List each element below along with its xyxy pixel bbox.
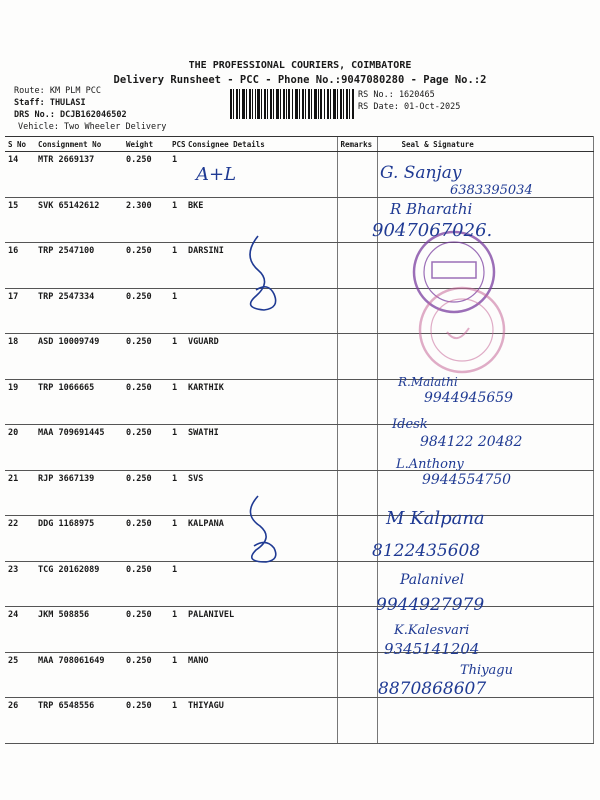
cell-weight: 0.250 xyxy=(123,561,169,607)
signature-row-14: G. Sanjay xyxy=(380,163,462,183)
cell-remarks xyxy=(337,652,377,698)
cell-sno: 26 xyxy=(5,698,35,744)
cell-consignment: SVK 65142612 xyxy=(35,197,123,243)
cell-weight: 2.300 xyxy=(123,197,169,243)
cell-signature xyxy=(377,425,593,471)
table-row xyxy=(5,607,593,653)
signature-row-25: K.Kalesvari xyxy=(394,623,470,638)
cell-signature xyxy=(377,652,593,698)
cell-pcs: 1 xyxy=(169,288,185,334)
cell-weight: 0.250 xyxy=(123,288,169,334)
cell-consignee: KARTHIK xyxy=(185,379,337,425)
cell-weight: 0.250 xyxy=(123,470,169,516)
cell-signature xyxy=(377,516,593,562)
barcode xyxy=(230,89,354,119)
cell-pcs: 1 xyxy=(169,470,185,516)
phone-row-15: 9047067026. xyxy=(372,220,493,241)
header-pcs: PCS xyxy=(169,137,185,152)
cell-remarks xyxy=(337,243,377,289)
cell-weight: 0.250 xyxy=(123,652,169,698)
cell-consignee xyxy=(185,561,337,607)
cell-signature xyxy=(377,561,593,607)
signature-row-19: R.Malathi xyxy=(398,375,458,389)
cell-remarks xyxy=(337,334,377,380)
cell-consignee xyxy=(185,152,337,198)
header-consignee: Consignee Details xyxy=(185,137,337,152)
phone-row-21: 9944554750 xyxy=(422,472,512,488)
cell-remarks xyxy=(337,152,377,198)
drs-number: DRS No.: DCJB162046502 xyxy=(14,110,127,120)
cell-consignee xyxy=(185,288,337,334)
table-row xyxy=(5,425,593,471)
cell-consignee: THIYAGU xyxy=(185,698,337,744)
table-row xyxy=(5,561,593,607)
cell-weight: 0.250 xyxy=(123,607,169,653)
cell-pcs: 1 xyxy=(169,561,185,607)
cell-consignee: SWATHI xyxy=(185,425,337,471)
cell-weight: 0.250 xyxy=(123,425,169,471)
cell-pcs: 1 xyxy=(169,516,185,562)
cell-signature xyxy=(377,243,593,289)
cell-consignee: MANO xyxy=(185,652,337,698)
cell-weight: 0.250 xyxy=(123,698,169,744)
table-row xyxy=(5,334,593,380)
header-signature: Seal & Signature xyxy=(377,137,593,152)
runsheet-subtitle: Delivery Runsheet - PCC - Phone No.:9047080280 - Page No.:2 xyxy=(113,74,487,86)
cell-remarks xyxy=(337,470,377,516)
cell-remarks xyxy=(337,288,377,334)
cell-weight: 0.250 xyxy=(123,243,169,289)
cell-remarks xyxy=(337,516,377,562)
cell-sno: 25 xyxy=(5,652,35,698)
cell-signature xyxy=(377,379,593,425)
cell-remarks xyxy=(337,698,377,744)
vehicle-label: Vehicle: Two Wheeler Delivery xyxy=(18,122,167,132)
signature-row-21: L.Anthony xyxy=(396,457,464,472)
phone-row-25: 9345141204 xyxy=(384,640,480,658)
cell-signature xyxy=(377,334,593,380)
table-row xyxy=(5,516,593,562)
cell-weight: 0.250 xyxy=(123,516,169,562)
signature-row-15: R Bharathi xyxy=(390,200,473,218)
cell-sno: 22 xyxy=(5,516,35,562)
phone-row-24: 9944927979 xyxy=(376,595,485,615)
cell-pcs: 1 xyxy=(169,698,185,744)
cell-pcs: 1 xyxy=(169,652,185,698)
cell-signature xyxy=(377,288,593,334)
signature-row-22: M Kalpana xyxy=(386,508,485,529)
rs-date: RS Date: 01-Oct-2025 xyxy=(358,102,461,112)
header-weight: Weight xyxy=(123,137,169,152)
cell-signature xyxy=(377,470,593,516)
cell-pcs: 1 xyxy=(169,334,185,380)
cell-consignment: TRP 2547334 xyxy=(35,288,123,334)
cell-remarks xyxy=(337,425,377,471)
signature-row-26: Thiyagu xyxy=(460,663,513,678)
cell-consignment: JKM 508856 xyxy=(35,607,123,653)
cell-sno: 19 xyxy=(5,379,35,425)
phone-row-26: 8870868607 xyxy=(378,679,487,699)
runsheet-table xyxy=(5,136,594,744)
cell-consignment: ASD 10009749 xyxy=(35,334,123,380)
cell-signature xyxy=(377,698,593,744)
cell-consignment: RJP 3667139 xyxy=(35,470,123,516)
route-label: Route: KM PLM PCC xyxy=(14,86,101,96)
cell-pcs: 1 xyxy=(169,607,185,653)
cell-sno: 16 xyxy=(5,243,35,289)
company-title: THE PROFESSIONAL COURIERS, COIMBATORE xyxy=(188,60,412,71)
cell-consignment: TRP 1066665 xyxy=(35,379,123,425)
cell-consignment: TRP 2547100 xyxy=(35,243,123,289)
cell-signature xyxy=(377,607,593,653)
cell-consignee: BKE xyxy=(185,197,337,243)
phone-row-19: 9944945659 xyxy=(424,390,514,406)
table-row xyxy=(5,288,593,334)
cell-sno: 20 xyxy=(5,425,35,471)
cell-consignee: SVS xyxy=(185,470,337,516)
cell-consignment: TRP 6548556 xyxy=(35,698,123,744)
cell-pcs: 1 xyxy=(169,197,185,243)
table-row xyxy=(5,197,593,243)
cell-weight: 0.250 xyxy=(123,379,169,425)
cell-remarks xyxy=(337,561,377,607)
table-row xyxy=(5,152,593,198)
cell-pcs: 1 xyxy=(169,379,185,425)
cell-signature xyxy=(377,197,593,243)
cell-consignment: TCG 20162089 xyxy=(35,561,123,607)
table-row xyxy=(5,652,593,698)
header-sno: S No xyxy=(5,137,35,152)
phone-row-20: 984122 20482 xyxy=(420,434,523,450)
cell-pcs: 1 xyxy=(169,152,185,198)
table-header-row xyxy=(5,137,593,152)
cell-remarks xyxy=(337,197,377,243)
cell-consignment: MTR 2669137 xyxy=(35,152,123,198)
cell-sno: 17 xyxy=(5,288,35,334)
staff-label: Staff: THULASI xyxy=(14,98,86,108)
cell-pcs: 1 xyxy=(169,243,185,289)
cell-pcs: 1 xyxy=(169,425,185,471)
header-remarks: Remarks xyxy=(337,137,377,152)
cell-consignee: PALANIVEL xyxy=(185,607,337,653)
cell-weight: 0.250 xyxy=(123,334,169,380)
cell-consignee: VGUARD xyxy=(185,334,337,380)
cell-consignment: DDG 1168975 xyxy=(35,516,123,562)
signature-row-24: Palanivel xyxy=(400,572,465,588)
cell-signature xyxy=(377,152,593,198)
cell-consignment: MAA 708061649 xyxy=(35,652,123,698)
table-row xyxy=(5,243,593,289)
cell-remarks xyxy=(337,379,377,425)
table-row xyxy=(5,379,593,425)
cell-remarks xyxy=(337,607,377,653)
cell-sno: 21 xyxy=(5,470,35,516)
cell-sno: 14 xyxy=(5,152,35,198)
atl-note: A+L xyxy=(196,164,237,185)
header-consignment: Consignment No xyxy=(35,137,123,152)
phone-row-14: 6383395034 xyxy=(450,183,533,198)
cell-sno: 15 xyxy=(5,197,35,243)
cell-sno: 18 xyxy=(5,334,35,380)
phone-row-23: 8122435608 xyxy=(372,541,481,561)
cell-consignee: DARSINI xyxy=(185,243,337,289)
cell-consignment: MAA 709691445 xyxy=(35,425,123,471)
rs-number: RS No.: 1620465 xyxy=(358,90,435,100)
table-row xyxy=(5,698,593,744)
table-row xyxy=(5,470,593,516)
cell-consignee: KALPANA xyxy=(185,516,337,562)
signature-row-20: Idesk xyxy=(392,417,428,432)
cell-weight: 0.250 xyxy=(123,152,169,198)
cell-sno: 24 xyxy=(5,607,35,653)
cell-sno: 23 xyxy=(5,561,35,607)
